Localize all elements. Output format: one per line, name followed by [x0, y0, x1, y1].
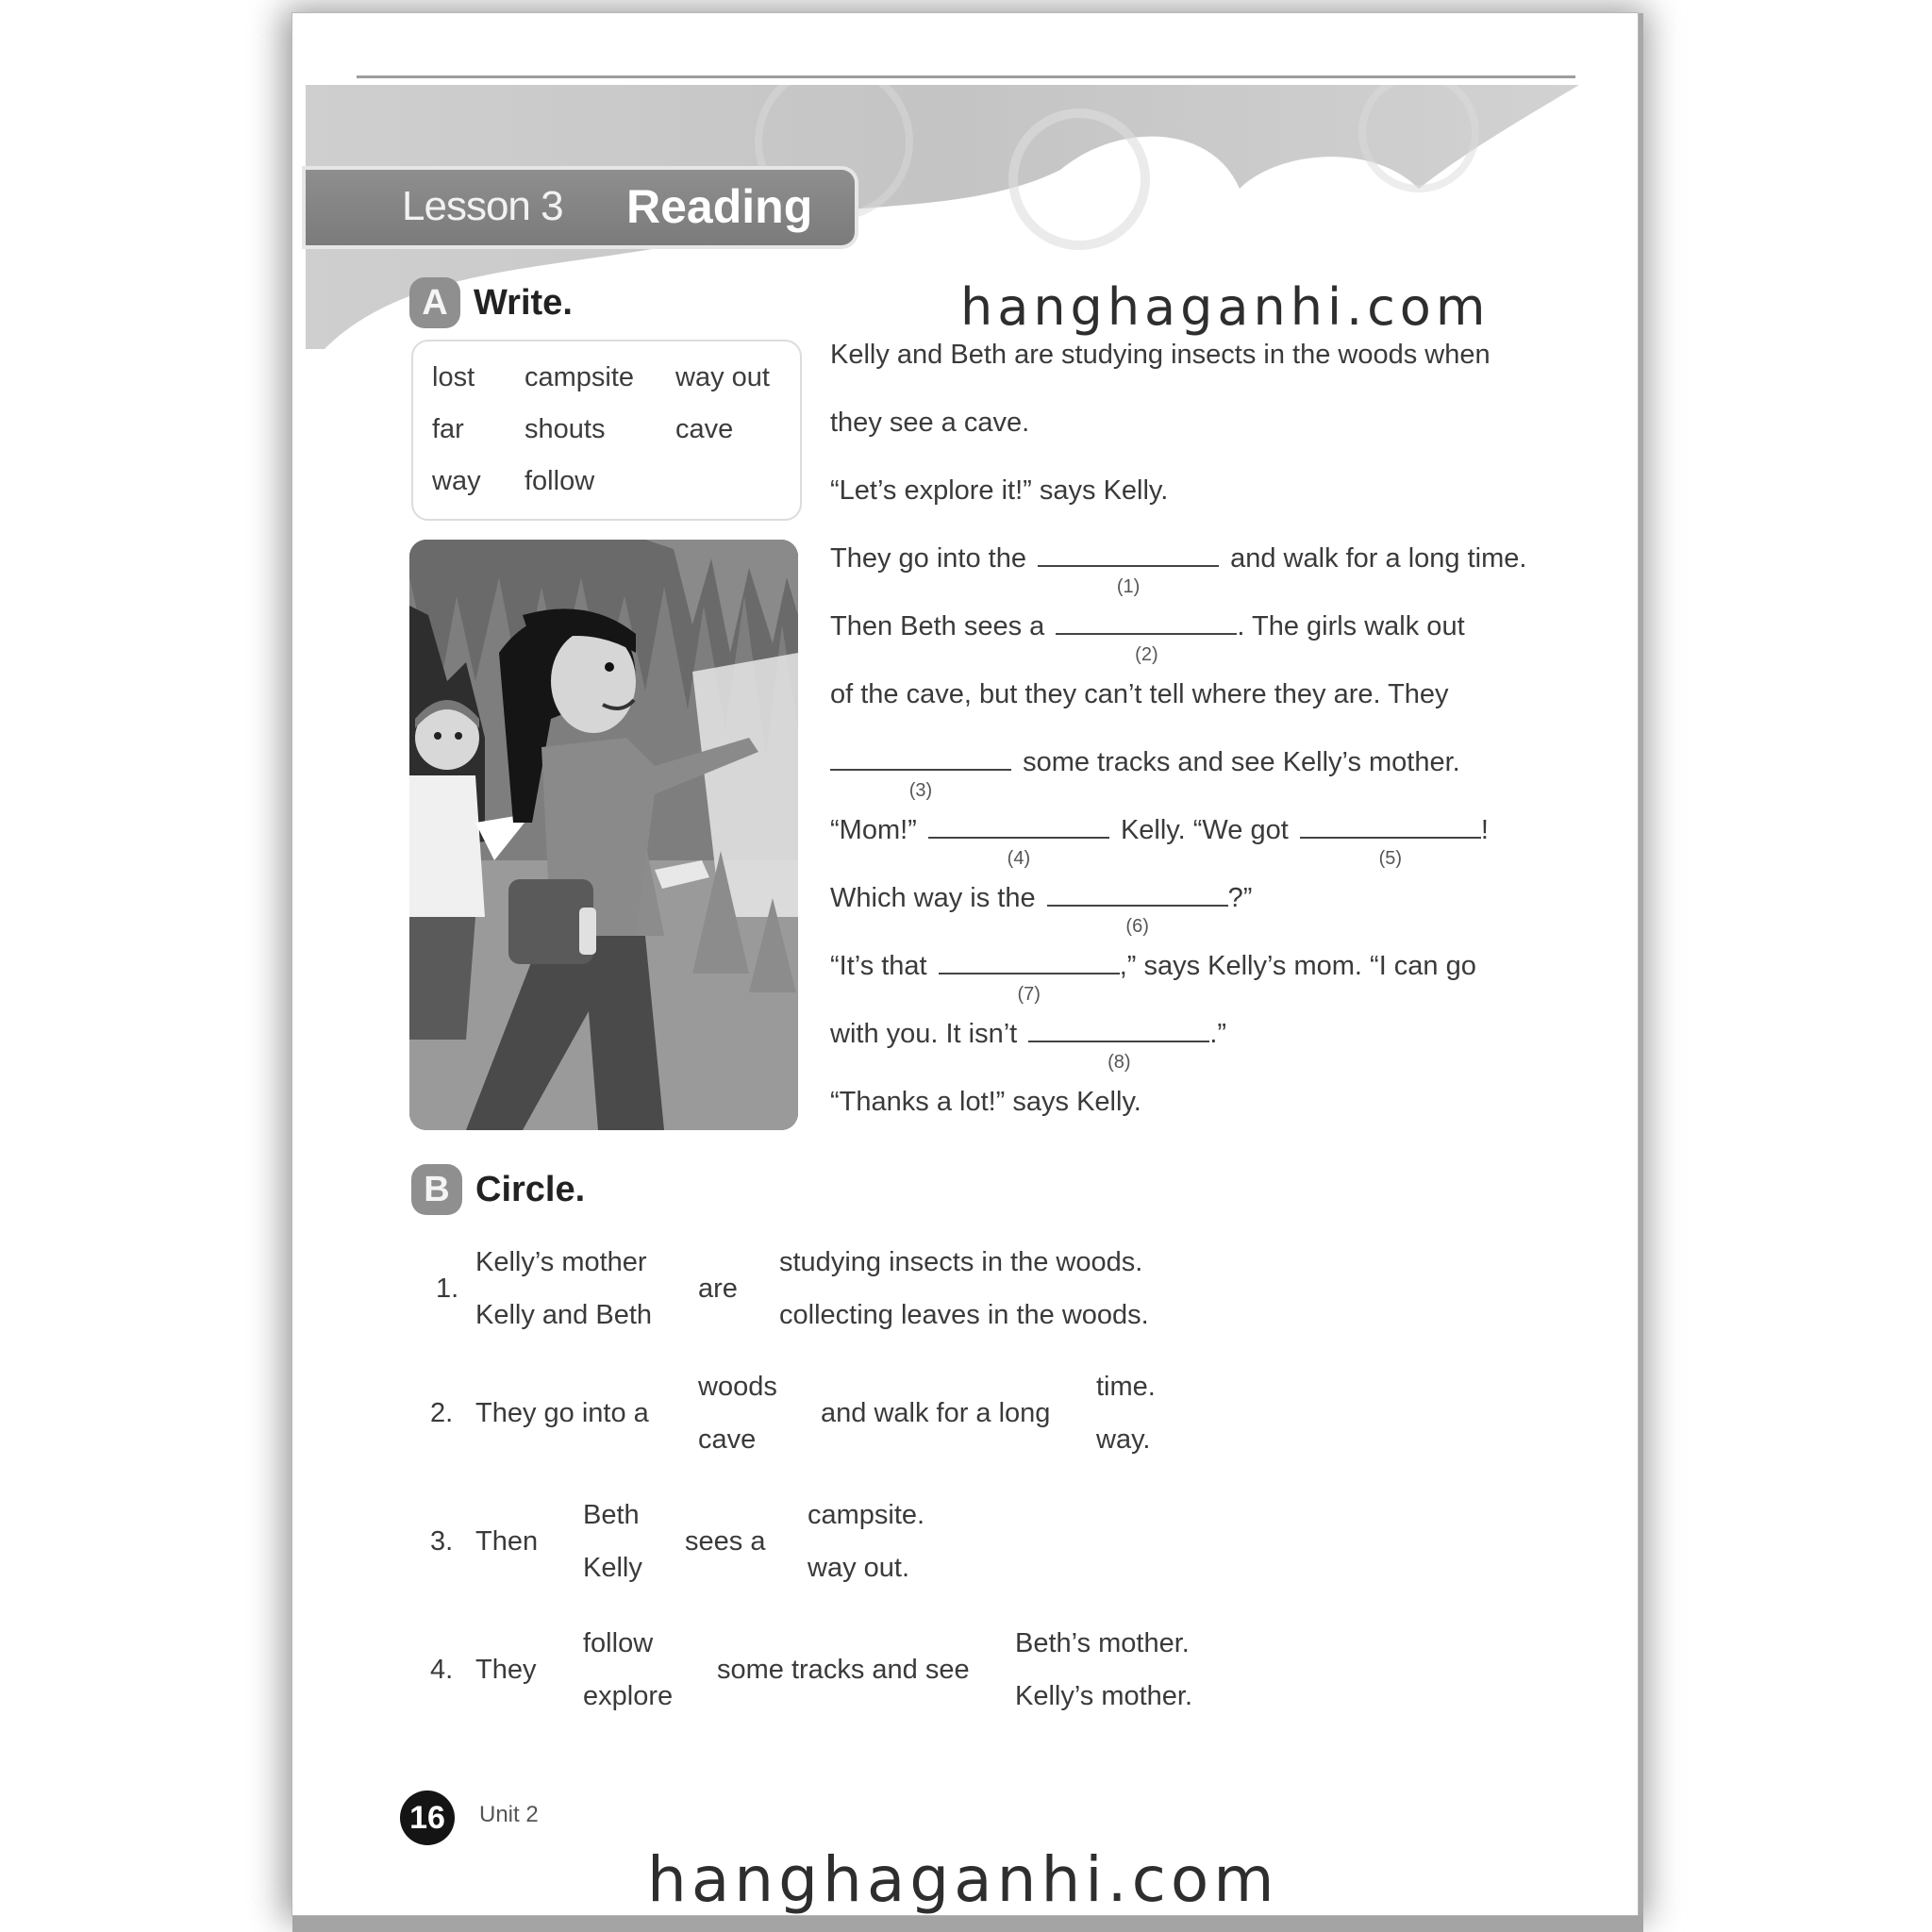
answer-blank-5[interactable] [1300, 835, 1481, 869]
unit-label: Unit 2 [479, 1802, 539, 1827]
section-a-badge: A [409, 277, 460, 328]
word-bank-item: lost [432, 362, 475, 392]
choice-option[interactable]: way. [1096, 1424, 1151, 1455]
watermark-bottom: hanghaganhi.com [647, 1843, 1279, 1915]
story-line-2: they see a cave. [830, 408, 1030, 438]
story-line-7 [830, 747, 1460, 801]
choice-option[interactable]: Kelly’s mother. [1015, 1681, 1193, 1711]
top-rule-divider [357, 75, 1575, 78]
item-text: They go into a [475, 1398, 649, 1428]
blank-number: (3) [908, 780, 933, 801]
word-bank-item: way [432, 466, 481, 496]
story-text: They go into the [830, 543, 1026, 574]
lesson-title: Reading [626, 180, 813, 233]
page-edge [1638, 13, 1643, 1915]
blank-number: (6) [1125, 916, 1149, 937]
story-text: .” [1209, 1019, 1227, 1049]
choice-option[interactable]: Kelly and Beth [475, 1300, 653, 1330]
item-text: and walk for a long [821, 1398, 1051, 1428]
item-text: some tracks and see [717, 1655, 970, 1685]
answer-blank-8[interactable] [1028, 1039, 1209, 1073]
story-text: Which way is the [830, 883, 1036, 913]
story-text: some tracks and see Kelly’s mother. [1023, 747, 1460, 777]
section-b-title: Circle. [475, 1169, 586, 1209]
section-b-heading [411, 1164, 585, 1215]
choice-option[interactable]: explore [583, 1681, 674, 1711]
choice-option[interactable]: woods [698, 1372, 777, 1402]
choice-option[interactable]: studying insects in the woods. [779, 1247, 1143, 1277]
blank-number: (2) [1135, 644, 1158, 665]
story-illustration [409, 540, 798, 1130]
story-text: ! [1480, 815, 1489, 845]
word-bank-item: follow [525, 466, 595, 496]
item-text: Then [475, 1526, 539, 1557]
section-b-badge: B [411, 1164, 462, 1215]
page-number-badge: 16 [400, 1790, 455, 1845]
word-bank [411, 340, 802, 521]
story-text: “It’s that [830, 951, 927, 981]
story-text: and walk for a long time. [1230, 543, 1527, 574]
story-line-8 [830, 815, 1489, 869]
item-number: 3. [430, 1526, 454, 1557]
story-text: ,” says Kelly’s mom. “I can go [1119, 951, 1476, 981]
choice-option[interactable]: cave [698, 1424, 757, 1455]
word-bank-item: cave [675, 414, 734, 444]
blank-number: (8) [1108, 1052, 1131, 1073]
item-number: 2. [430, 1398, 454, 1428]
choice-option[interactable]: campsite. [808, 1500, 925, 1530]
choice-option[interactable]: Beth’s mother. [1015, 1628, 1190, 1658]
story-text: Kelly. “We got [1120, 815, 1289, 845]
story-text: “Mom!” [830, 815, 917, 845]
watermark-top: hanghaganhi.com [960, 277, 1491, 337]
blank-number: (5) [1378, 848, 1403, 869]
item-text: are [698, 1274, 738, 1304]
blank-number: (4) [1007, 848, 1031, 869]
story-line-3: “Let’s explore it!” says Kelly. [830, 475, 1169, 506]
choice-option[interactable]: collecting leaves in the woods. [779, 1300, 1149, 1330]
choice-option[interactable]: way out. [808, 1553, 909, 1583]
story-line-1: Kelly and Beth are studying insects in the woods when [830, 340, 1491, 370]
word-bank-item: shouts [525, 414, 606, 444]
story-text: ?” [1227, 883, 1253, 913]
item-text: sees a [685, 1526, 766, 1557]
lesson-number: Lesson 3 [402, 183, 563, 229]
choice-option[interactable]: follow [583, 1628, 654, 1658]
story-line-5 [830, 611, 1465, 665]
workbook-page [292, 13, 1638, 1915]
word-bank-item: far [432, 414, 464, 444]
word-bank-item: way out [675, 362, 770, 392]
story-text: . The girls walk out [1237, 611, 1465, 641]
item-number: 4. [430, 1655, 454, 1685]
answer-blank-6[interactable] [1047, 903, 1228, 937]
word-bank-item: campsite [525, 362, 635, 392]
cave-girls-illustration [409, 540, 798, 1130]
story-line-4 [830, 543, 1527, 597]
choice-option[interactable]: Kelly [583, 1553, 642, 1583]
choice-option[interactable]: Beth [583, 1500, 640, 1530]
story-line-6: of the cave, but they can’t tell where they are. They [830, 679, 1449, 709]
story-line-10 [830, 951, 1476, 1005]
story-line-12: “Thanks a lot!” says Kelly. [830, 1087, 1141, 1117]
story-text: with you. It isn’t [830, 1019, 1018, 1049]
story-line-11 [830, 1019, 1227, 1073]
item-number: 1. [436, 1274, 459, 1304]
answer-blank-2[interactable] [1056, 631, 1237, 665]
story-line-9 [830, 883, 1253, 937]
lesson-title-tab [306, 170, 855, 245]
blank-number: (7) [1017, 984, 1041, 1005]
story-text: Then Beth sees a [830, 611, 1045, 641]
answer-blank-7[interactable] [939, 971, 1120, 1005]
answer-blank-3[interactable] [830, 767, 1011, 801]
answer-blank-1[interactable] [1038, 563, 1219, 597]
choice-option[interactable]: Kelly’s mother [475, 1247, 647, 1277]
answer-blank-4[interactable] [928, 835, 1109, 869]
section-a-heading [409, 277, 573, 328]
blank-number: (1) [1116, 576, 1141, 597]
choice-option[interactable]: time. [1096, 1372, 1156, 1402]
item-text: They [475, 1655, 537, 1685]
page-edge [292, 1915, 1643, 1932]
section-a-title: Write. [474, 282, 573, 323]
